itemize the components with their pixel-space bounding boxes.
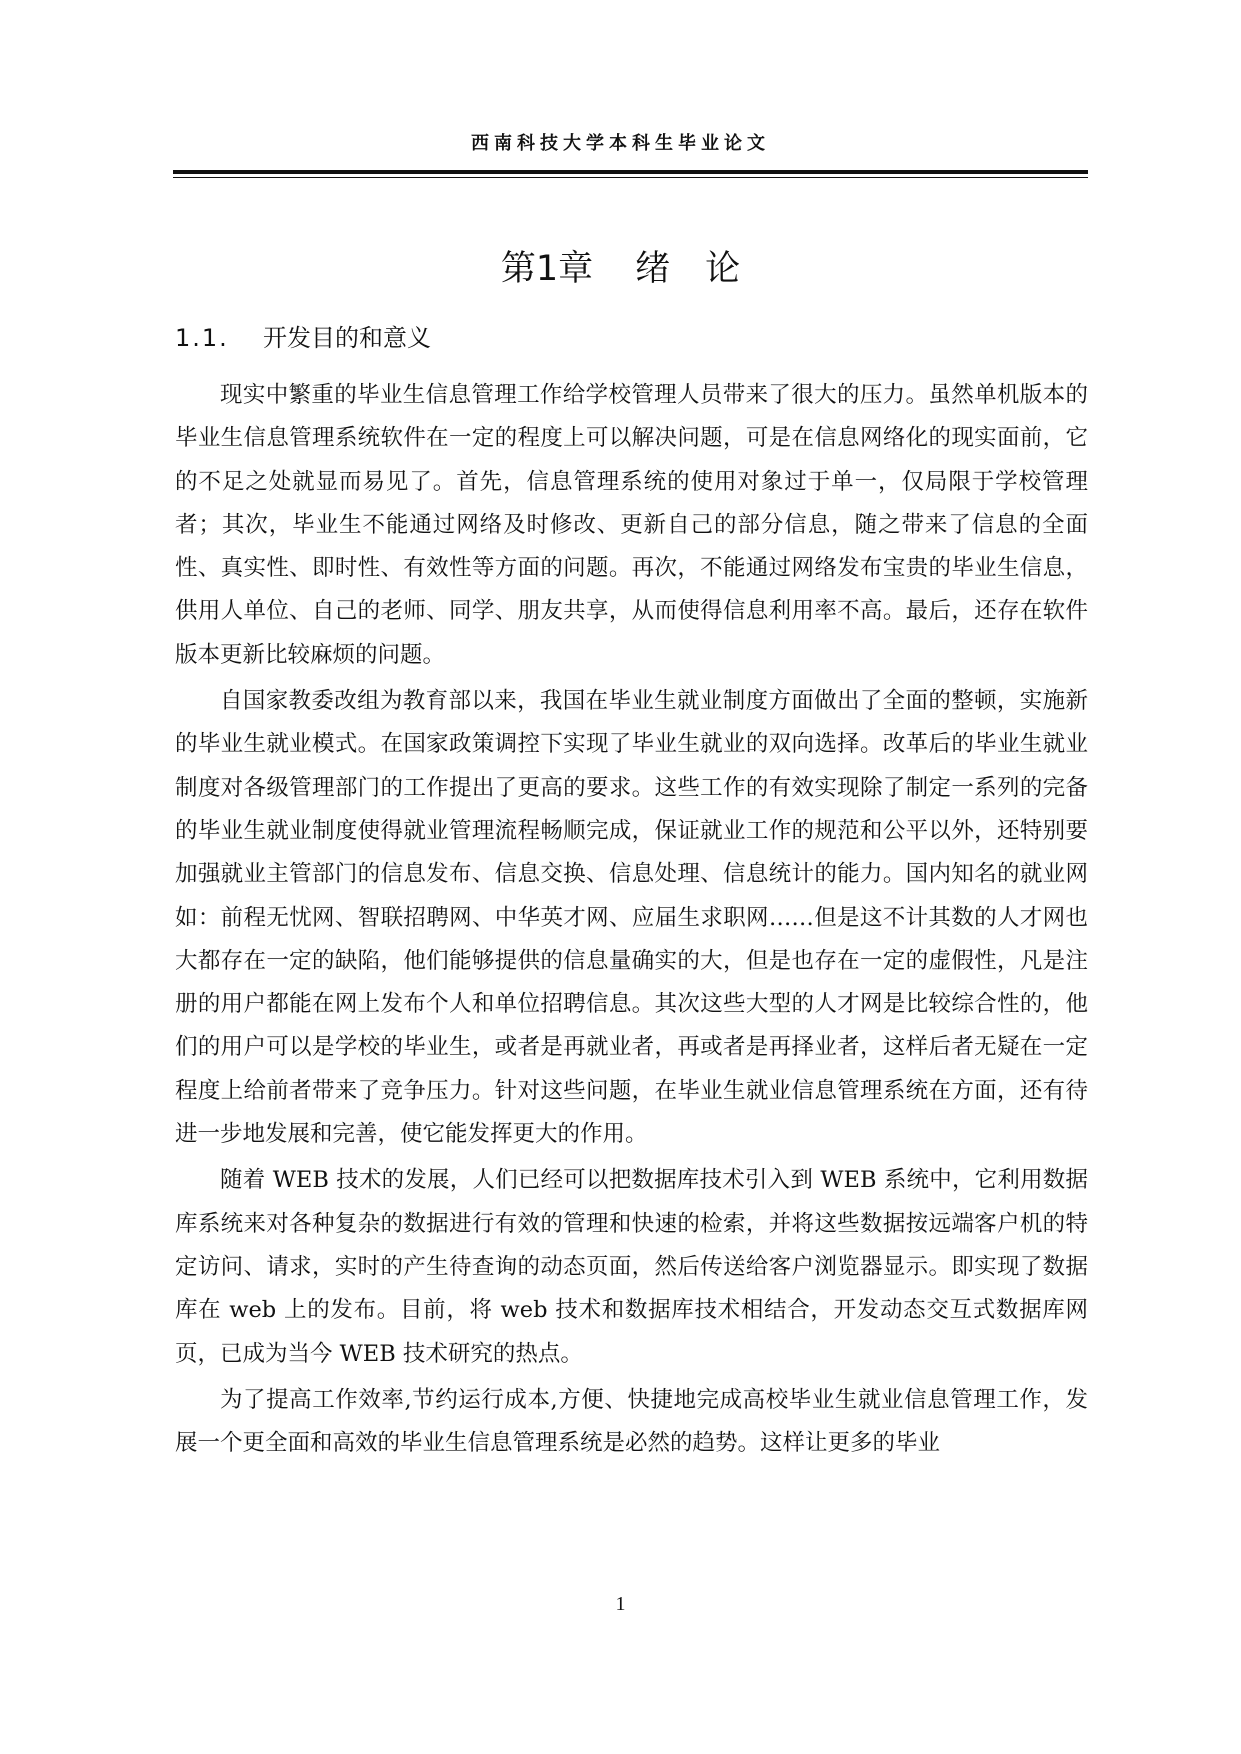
section-title: 开发目的和意义 [263, 324, 431, 352]
body-text [175, 374, 1088, 1465]
paragraph-1: 现实中繁重的毕业生信息管理工作给学校管理人员带来了很大的压力。虽然单机版本的毕业生信息管理系统软件在一定的程度上可以解决问题，可是在信息网络化的现实面前，它的不足之处就显而易见了。首先，信息管理系统的使用对象过于单一，仅局限于学校管理者；其次，毕业生不能通过网络及时修改、更新自己的部分信息，随之带来了信息的全面性、真实性、即时性、有效性等方面的问题。再次，不能通过网络发布宝贵的毕业生信息，供用人单位、自己的老师、同学、朋友共享，从而使得信息利用率不高。最后，还存在软件版本更新比较麻烦的问题。 [175, 382, 1088, 668]
page-number: 1 [615, 1593, 626, 1615]
header-rule-thick [173, 170, 1088, 174]
chapter-number: 第1章 [500, 249, 594, 289]
paragraph-2: 自国家教委改组为教育部以来，我国在毕业生就业制度方面做出了全面的整顿，实施新的毕业生就业模式。在国家政策调控下实现了毕业生就业的双向选择。改革后的毕业生就业制度对各级管理部门的工作提出了更高的要求。这些工作的有效实现除了制定一系列的完备的毕业生就业制度使得就业管理流程畅顺完成，保证就业工作的规范和公平以外，还特别要加强就业主管部门的信息发布、信息交换、信息处理、信息统计的能力。国内知名的就业网如：前程无忧网、智联招聘网、中华英才网、应届生求职网……但是这不计其数的人才网也大都存在一定的缺陷，他们能够提供的信息量确实的大，但是也存在一定的虚假性，凡是注册的用户都能在网上发布个人和单位招聘信息。其次这些大型的人才网是比较综合性的，他们的用户可以是学校的毕业生，或者是再就业者，再或者是再择业者，这样后者无疑在一定程度上给前者带来了竞争压力。针对这些问题，在毕业生就业信息管理系统在方面，还有待进一步地发展和完善，使它能发挥更大的作用。 [175, 688, 1088, 1148]
running-header: 西南科技大学本科生毕业论文 [471, 133, 770, 154]
header-rule-thin [173, 177, 1088, 178]
paragraph-3: 随着 WEB 技术的发展，人们已经可以把数据库技术引入到 WEB 系统中，它利用数据库系统来对各种复杂的数据进行有效的管理和快速的检索，并将这些数据按远端客户机的特定访问、请求，实时的产生待查询的动态页面，然后传送给客户浏览器显示。即实现了数据库在 web 上的发布。目前，将 web 技术和数据库技术相结合，开发动态交互式数据库网页，已成为当今 WEB 技术研究的热点。 [175, 1167, 1088, 1367]
section-heading [175, 320, 431, 356]
chapter-title [0, 244, 1241, 294]
chapter-name: 绪 论 [635, 249, 741, 289]
paragraph-4: 为了提高工作效率,节约运行成本,方便、快捷地完成高校毕业生就业信息管理工作，发展一个更全面和高效的毕业生信息管理系统是必然的趋势。这样让更多的毕业 [175, 1386, 1088, 1457]
section-number: 1.1. [175, 324, 229, 352]
